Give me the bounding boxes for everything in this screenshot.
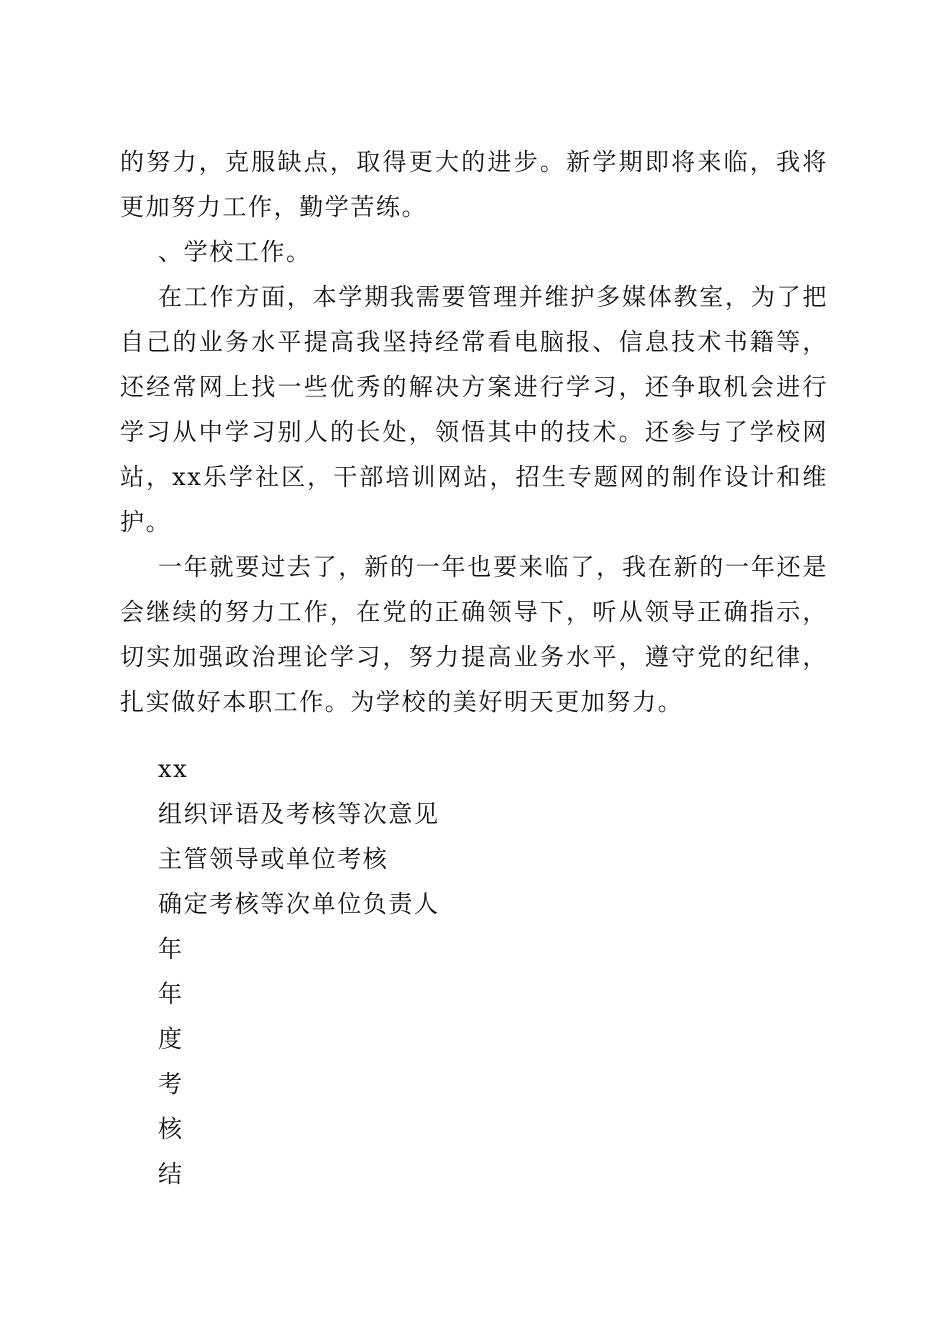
signature-name: xx <box>158 755 189 783</box>
vertical-char: 年 <box>158 980 184 1008</box>
vertical-char: 年 <box>158 935 184 963</box>
vertical-char: 结 <box>158 1160 184 1188</box>
form-label-supervisor: 主管领导或单位考核 <box>158 845 389 873</box>
form-label-org-comment: 组织评语及考核等次意见 <box>158 800 440 828</box>
vertical-char: 度 <box>158 1025 184 1053</box>
paragraph-new-year: 一年就要过去了，新的一年也要来临了，我在新的一年还是会继续的努力工作，在党的正确领导下，听从领导正确指示，切实加强政治理论学习，努力提高业务水平，遵守党的纪律，扎实做好本职工作。为学校的美好明天更加努力。 <box>120 553 828 716</box>
vertical-char: 核 <box>158 1115 184 1143</box>
document-body <box>120 140 828 1197</box>
form-label-unit-head: 确定考核等次单位负责人 <box>158 890 440 918</box>
section-heading-school-work: 、学校工作。 <box>158 238 312 266</box>
form-lines <box>120 747 828 1197</box>
paragraph-work-aspect: 在工作方面，本学期我需要管理并维护多媒体教室，为了把自己的业务水平提高我坚持经常看电脑报、信息技术书籍等，还经常网上找一些优秀的解决方案进行学习，还争取机会进行学习从中学习别人的长处，领悟其中的技术。还参与了学校网站，xx乐学社区，干部培训网站，招生专题网的制作设计和维护。 <box>120 283 828 536</box>
vertical-char: 考 <box>158 1070 184 1098</box>
paragraph-continuation: 的努力，克服缺点，取得更大的进步。新学期即将来临，我将更加努力工作，勤学苦练。 <box>120 148 828 221</box>
